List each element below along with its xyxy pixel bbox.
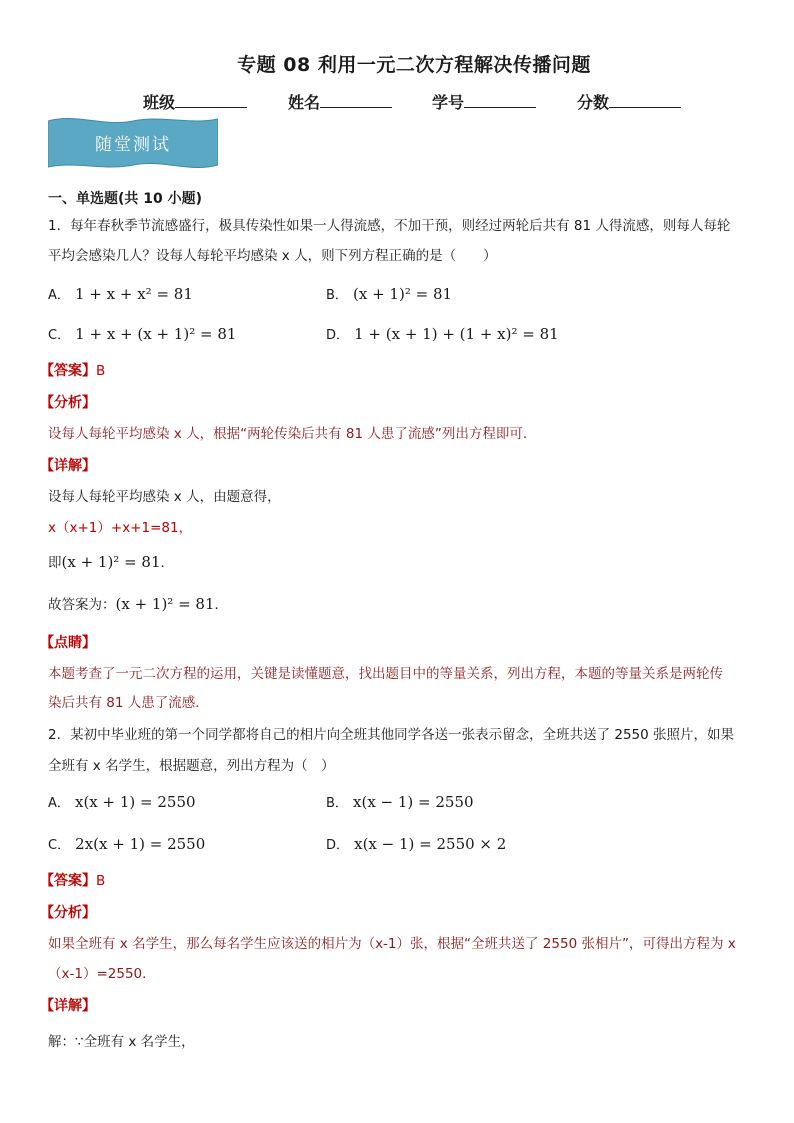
name-field: [288, 90, 392, 113]
student-id-label: 学号: [432, 93, 465, 112]
q2-option-c: [48, 834, 205, 853]
score-label: 分数: [577, 93, 610, 112]
detail-prefix: 即: [48, 555, 62, 571]
class-label: 班级: [143, 93, 176, 112]
option-formula: 1 + x + x² = 81: [75, 285, 193, 303]
q1-analysis-tag: 【分析】: [40, 395, 96, 411]
q1-detail-line-2: x（x+1）+x+1=81，: [48, 520, 193, 536]
name-blank: [320, 92, 392, 108]
answer-value: B: [96, 363, 106, 379]
q2-detail-tag: 【详解】: [40, 998, 96, 1014]
detail-suffix: ．: [214, 597, 229, 613]
answer-value: B: [96, 873, 106, 889]
option-label: C．: [48, 328, 71, 343]
option-label: B．: [326, 796, 348, 811]
q1-stem-line-2: 平均会感染几人？设每人每轮平均感染 x 人，则下列方程正确的是（ ）: [48, 248, 497, 264]
q1-stem-line-1: 1．每年春秋季节流感盛行，极具传染性如果一人得流感，不加干预，则经过两轮后共有 81 人得流感，则每人每轮: [48, 218, 731, 234]
q1-detail-line-1: 设每人每轮平均感染 x 人，由题意得，: [48, 489, 281, 505]
banner-text: 随堂测试: [95, 135, 171, 155]
q1-option-c: [48, 324, 236, 343]
option-formula: x(x + 1) = 2550: [75, 793, 196, 811]
class-blank: [175, 92, 247, 108]
q1-comment-line-2: 染后共有 81 人患了流感．: [48, 695, 209, 711]
q2-option-d: [326, 834, 506, 853]
student-id-field: [432, 90, 536, 113]
class-field: [143, 90, 247, 113]
option-formula: 1 + (x + 1) + (1 + x)² = 81: [354, 325, 559, 343]
option-label: D．: [326, 838, 350, 853]
option-formula: (x + 1)² = 81: [353, 285, 453, 303]
detail-formula: (x + 1)² = 81: [115, 595, 215, 613]
q1-analysis-text: 设每人每轮平均感染 x 人，根据“两轮传染后共有 81 人患了流感”列出方程即可．: [48, 426, 537, 442]
q1-option-d: [326, 324, 559, 343]
q2-analysis-tag: 【分析】: [40, 905, 96, 921]
q2-option-a: [48, 792, 196, 811]
option-label: D．: [326, 328, 350, 343]
page-title: 专题 08 利用一元二次方程解决传播问题: [237, 54, 591, 76]
q1-detail-line-4: [48, 594, 228, 615]
detail-prefix: 故答案为：: [48, 597, 116, 613]
q1-option-b: [326, 284, 452, 303]
q1-comment-tag: 【点睛】: [40, 635, 96, 651]
q2-stem-line-2: 全班有 x 名学生，根据题意，列出方程为（ ）: [48, 758, 335, 774]
student-id-blank: [464, 92, 536, 108]
q2-stem-line-1: 2．某初中毕业班的第一个同学都将自己的相片向全班其他同学各送一张表示留念，全班共送了 2550 张照片，如果: [48, 727, 735, 743]
q2-analysis-line-2: （x-1）=2550．: [48, 966, 156, 982]
answer-tag: 【答案】: [40, 363, 96, 379]
option-formula: x(x − 1) = 2550: [353, 793, 474, 811]
score-blank: [609, 92, 681, 108]
q1-answer: [40, 360, 105, 381]
q1-detail-tag: 【详解】: [40, 458, 96, 474]
name-label: 姓名: [288, 93, 321, 112]
quiz-banner: [48, 115, 218, 173]
answer-tag: 【答案】: [40, 873, 96, 889]
option-label: A．: [48, 796, 70, 811]
detail-formula: (x + 1)² = 81: [61, 553, 161, 571]
q1-comment-line-1: 本题考查了一元二次方程的运用，关键是读懂题意，找出题目中的等量关系，列出方程，本题的等量关系是两轮传: [48, 666, 723, 682]
q2-answer: [40, 870, 105, 891]
option-label: C．: [48, 838, 71, 853]
score-field: [577, 90, 681, 113]
q2-analysis-line-1: 如果全班有 x 名学生，那么每名学生应该送的相片为（x-1）张，根据“全班共送了 2550 张相片”，可得出方程为 x: [48, 936, 736, 952]
q1-detail-line-3: [48, 552, 174, 573]
q2-option-b: [326, 792, 474, 811]
q2-detail-line-1: 解：∵全班有 x 名学生，: [48, 1034, 195, 1050]
option-formula: x(x − 1) = 2550 × 2: [354, 835, 507, 853]
option-formula: 2x(x + 1) = 2550: [75, 835, 206, 853]
option-formula: 1 + x + (x + 1)² = 81: [75, 325, 237, 343]
q1-option-a: [48, 284, 193, 303]
section-heading: 一、单选题(共 10 小题): [48, 191, 203, 207]
option-label: A．: [48, 288, 70, 303]
detail-suffix: ．: [160, 555, 175, 571]
option-label: B．: [326, 288, 348, 303]
